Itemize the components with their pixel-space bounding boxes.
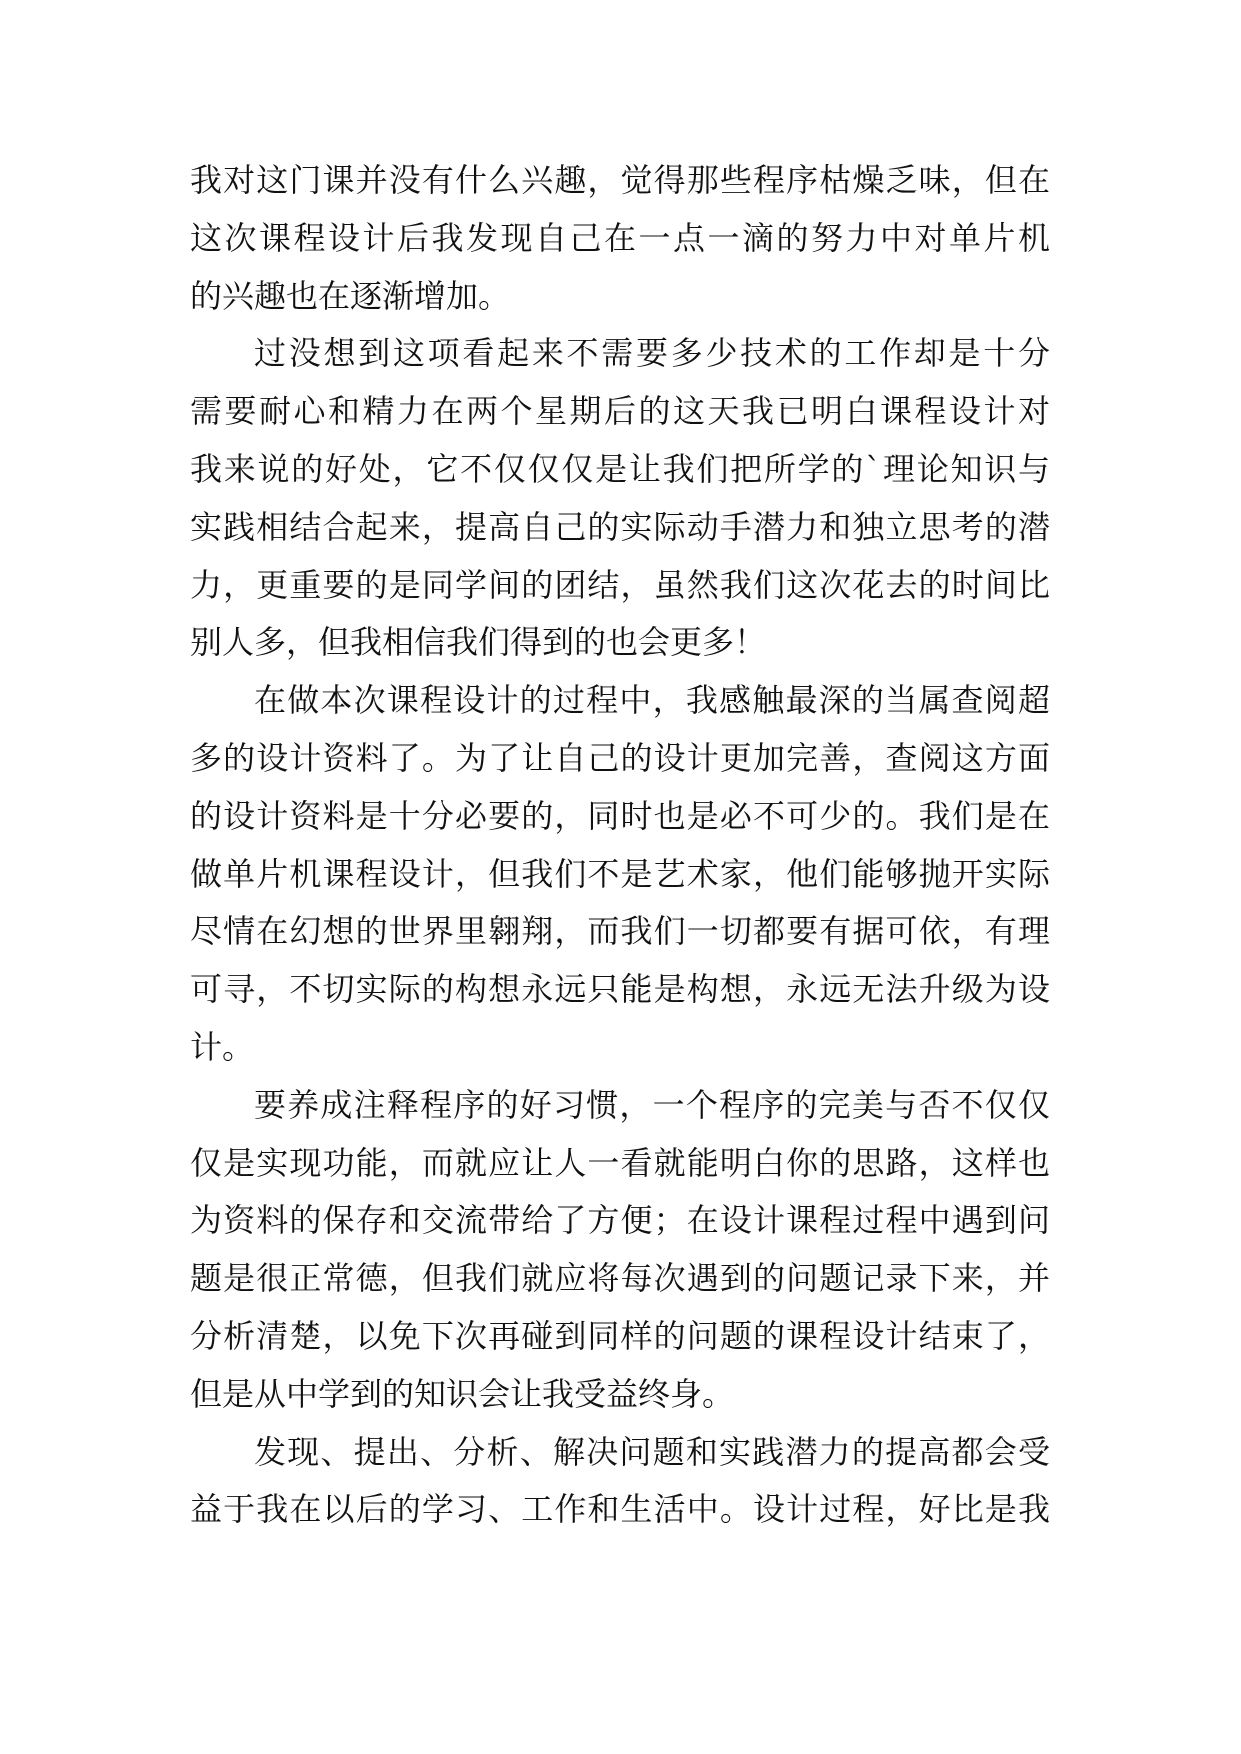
paragraph-4-line-4: 题是很正常德，但我们就应将每次遇到的问题记录下来，并 — [190, 1259, 1050, 1298]
paragraph-3-line-7: 计。 — [190, 1027, 255, 1066]
paragraph-2-line-4: 实践相结合起来，提高自己的实际动手潜力和独立思考的潜 — [190, 507, 1050, 546]
paragraph-1-line-3: 的兴趣也在逐渐增加。 — [190, 276, 511, 315]
paragraph-2-line-6: 别人多，但我相信我们得到的也会更多！ — [190, 623, 767, 662]
paragraph-2-line-5: 力，更重要的是同学间的团结，虽然我们这次花去的时间比 — [190, 565, 1050, 604]
paragraph-3-line-2: 多的设计资料了。为了让自己的设计更加完善，查阅这方面 — [190, 738, 1050, 777]
paragraph-4-line-1: 要养成注释程序的好习惯，一个程序的完美与否不仅仅 — [254, 1085, 1050, 1124]
paragraph-2-line-2: 需要耐心和精力在两个星期后的这天我已明白课程设计对 — [190, 392, 1050, 431]
paragraph-2-line-1: 过没想到这项看起来不需要多少技术的工作却是十分 — [254, 334, 1050, 373]
paragraph-1-line-2: 这次课程设计后我发现自己在一点一滴的努力中对单片机 — [190, 218, 1050, 257]
paragraph-2-line-3: 我来说的好处，它不仅仅仅是让我们把所学的`理论知识与 — [190, 449, 1050, 488]
paragraph-4-line-3: 为资料的保存和交流带给了方便；在设计课程过程中遇到问 — [190, 1201, 1050, 1240]
paragraph-1-line-1: 我对这门课并没有什么兴趣，觉得那些程序枯燥乏味，但在 — [190, 161, 1050, 199]
paragraph-3-line-5: 尽情在幻想的世界里翱翔，而我们一切都要有据可依，有理 — [190, 912, 1050, 951]
paragraph-3-line-3: 的设计资料是十分必要的，同时也是必不可少的。我们是在 — [190, 796, 1050, 835]
paragraph-3-line-6: 可寻，不切实际的构想永远只能是构想，永远无法升级为设 — [190, 970, 1050, 1009]
document-body — [190, 152, 1050, 1539]
paragraph-5-line-2: 益于我在以后的学习、工作和生活中。设计过程，好比是我 — [190, 1490, 1050, 1529]
paragraph-4-line-5: 分析清楚，以免下次再碰到同样的问题的课程设计结束了， — [190, 1316, 1050, 1355]
paragraph-3-line-4: 做单片机课程设计，但我们不是艺术家，他们能够抛开实际 — [190, 854, 1050, 893]
paragraph-4-line-2: 仅是实现功能，而就应让人一看就能明白你的思路，这样也 — [190, 1143, 1050, 1182]
paragraph-3-line-1: 在做本次课程设计的过程中，我感触最深的当属查阅超 — [254, 681, 1050, 720]
paragraph-4-line-6: 但是从中学到的知识会让我受益终身。 — [190, 1374, 735, 1413]
paragraph-5-line-1: 发现、提出、分析、解决问题和实践潜力的提高都会受 — [254, 1432, 1050, 1471]
